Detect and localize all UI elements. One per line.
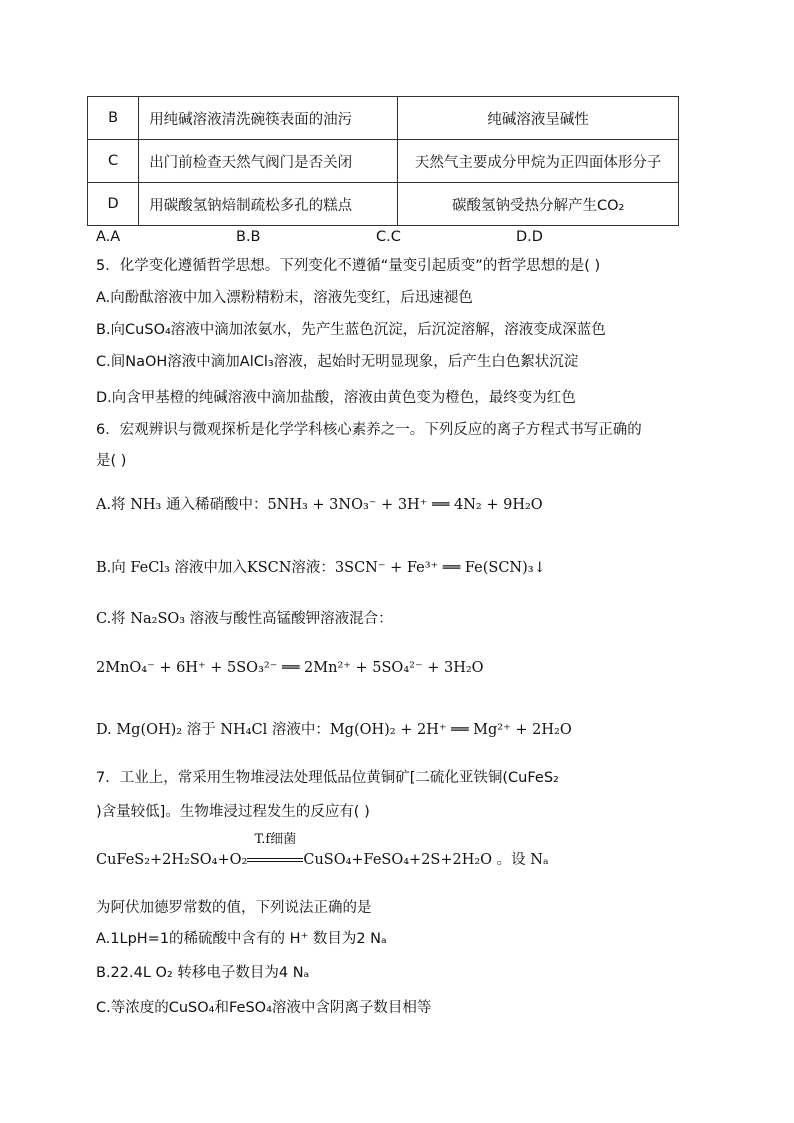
row-label: D [88,183,139,226]
q6-stem-line1: 6．宏观辨识与微观探析是化学学科核心素养之一。下列反应的离子方程式书写正确的 [96,422,642,438]
q6-option-b: B.向 FeCl₃ 溶液中加入KSCN溶液：3SCN⁻ + Fe³⁺ ══ Fe(SCN)₃↓ [96,560,546,576]
q7-option-a: A.1LpH=1的稀硫酸中含有的 H⁺ 数目为2 Nₐ [96,931,387,947]
q6-option-c-equation: 2MnO₄⁻ + 6H⁺ + 5SO₃²⁻ ══ 2Mn²⁺ + 5SO₄²⁻ + 3H₂O [96,660,484,676]
q7-option-b: B.22.4L O₂ 转移电子数目为4 Nₐ [96,965,310,981]
answer-table [87,96,679,226]
q7-stem-line1: 7．工业上，常采用生物堆浸法处理低品位黄铜矿[二硫化亚铁铜(CuFeS₂ [96,770,559,786]
q5-stem: 5．化学变化遵循哲学思想。下列变化不遵循“量变引起质变”的哲学思想的是( ) [96,258,601,274]
row-reason: 碳酸氢钠受热分解产生CO₂ [398,183,679,226]
table-row [88,140,679,183]
q7-reaction [96,832,549,870]
q4-choices [96,227,656,247]
q5-option-a: A.向酚酞溶液中加入漂粉精粉末，溶液先变红，后迅速褪色 [96,290,473,306]
choice-d: D.D [516,229,543,245]
q7-stem-line3: 为阿伏加德罗常数的值，下列说法正确的是 [96,900,372,916]
table-row [88,183,679,226]
q7-eq-left: CuFeS₂+2H₂SO₄+O₂ [96,852,248,868]
row-reason: 天然气主要成分甲烷为正四面体形分子 [398,140,679,183]
table-row [88,97,679,140]
q6-option-c: C.将 Na₂SO₃ 溶液与酸性高锰酸钾溶液混合： [96,611,393,627]
choice-b: B.B [236,229,261,245]
choice-c: C.C [376,229,401,245]
choice-a: A.A [96,229,121,245]
row-practice: 用碳酸氢钠焙制疏松多孔的糕点 [139,183,398,226]
row-label: C [88,140,139,183]
q7-eq-right: CuSO₄+FeSO₄+2S+2H₂O 。设 Nₐ [303,852,549,868]
q5-option-b: B.向CuSO₄溶液中滴加浓氨水，先产生蓝色沉淀，后沉淀溶解，溶液变成深蓝色 [96,322,606,338]
reaction-arrow [247,832,303,870]
reaction-condition: T.f细菌 [254,832,297,847]
row-practice: 出门前检查天然气阀门是否关闭 [139,140,398,183]
q6-stem-line2: 是( ) [96,453,127,469]
q6-option-a: A.将 NH₃ 通入稀硝酸中：5NH₃ + 3NO₃⁻ + 3H⁺ ══ 4N₂ + 9H₂O [96,497,543,513]
q6-option-d: D. Mg(OH)₂ 溶于 NH₄Cl 溶液中：Mg(OH)₂ + 2H⁺ ══ Mg²⁺ + 2H₂O [96,722,572,738]
row-practice: 用纯碱溶液清洗碗筷表面的油污 [139,97,398,140]
q5-option-c: C.间NaOH溶液中滴加AlCl₃溶液，起始时无明显现象，后产生白色絮状沉淀 [96,354,579,370]
q7-option-c: C.等浓度的CuSO₄和FeSO₄溶液中含阴离子数目相等 [96,1000,432,1016]
q5-option-d: D.向含甲基橙的纯碱溶液中滴加盐酸，溶液由黄色变为橙色，最终变为红色 [96,390,576,406]
q7-stem-line2: )含量较低]。生物堆浸过程发生的反应有( ) [96,804,370,820]
row-label: B [88,97,139,140]
row-reason: 纯碱溶液呈碱性 [398,97,679,140]
